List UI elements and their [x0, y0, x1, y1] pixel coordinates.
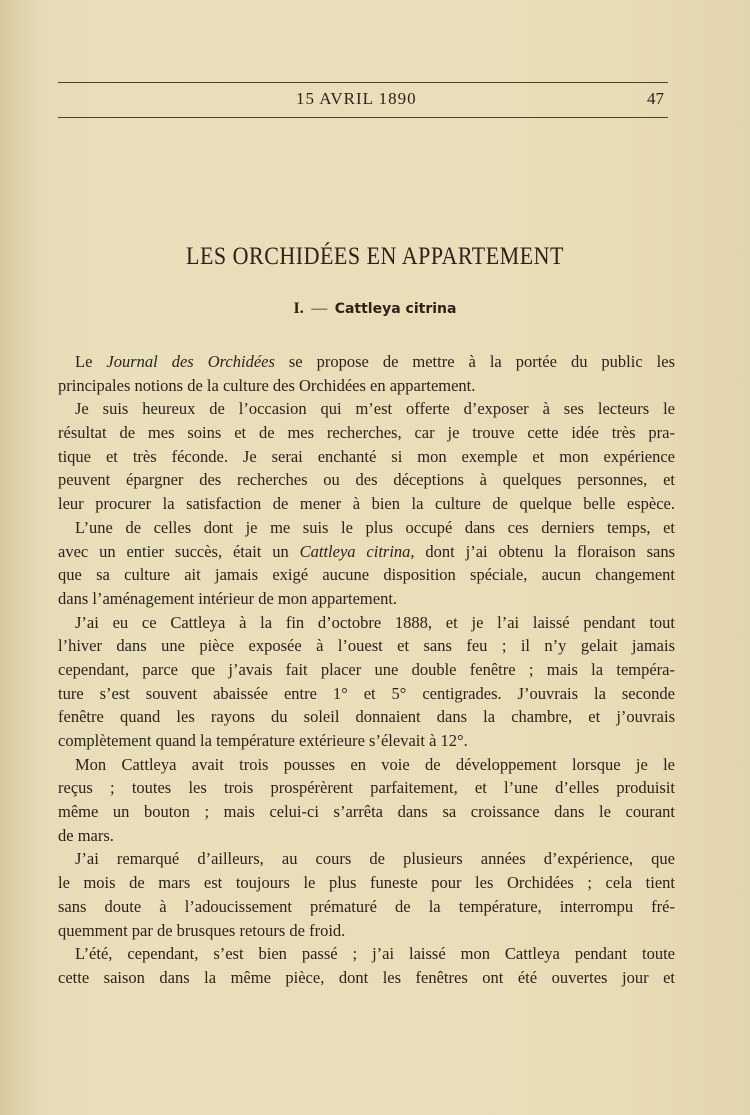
text-line: reçus ; toutes les trois prospérèrent parfaitement, et l’une d’elles produisit	[58, 778, 675, 798]
text-line: de mars.	[58, 825, 114, 845]
text-line: leur procurer la satisfaction de mener à bien la culture de quelque belle espèce.	[58, 494, 675, 514]
section-dash: —	[311, 300, 328, 317]
text-line: ture s’est souvent abaissée entre 1° et 5° centigrades. J’ouvrais la seconde	[58, 683, 675, 703]
text-line: L’une de celles dont je me suis le plus occupé dans ces derniers temps, et	[75, 517, 675, 537]
text-line: quemment par de brusques retours de froid.	[58, 920, 346, 940]
text-line: Le Journal des Orchidées se propose de mettre à la portée du public les	[75, 352, 675, 371]
header-bottom-rule	[58, 117, 668, 118]
text-line: dans l’aménagement intérieur de mon appartement.	[58, 588, 398, 608]
text-line: J’ai eu ce Cattleya à la fin d’octobre 1888, et je l’ai laissé pendant tout	[75, 612, 675, 632]
text-line: L’été, cependant, s’est bien passé ; j’ai laissé mon Cattleya pendant toute	[75, 944, 675, 964]
text-line: cependant, parce que j’avais fait placer une double fenêtre ; mais la tempéra-	[58, 659, 675, 679]
text-line: J’ai remarqué d’ailleurs, au cours de plusieurs années d’expérience, que	[75, 849, 675, 869]
text-line: résultat de mes soins et de mes recherches, car je trouve cette idée très pra-	[58, 423, 675, 443]
text-line: principales notions de la culture des Orchidées en appartement.	[58, 375, 476, 395]
text-line: même un bouton ; mais celui-ci s’arrêta dans sa croissance dans le courant	[58, 802, 675, 822]
text-line: l’hiver dans une pièce exposée à l’ouest et sans feu ; il n’y gelait jamais	[58, 636, 675, 656]
text-line: peuvent épargner des recherches ou des déceptions à quelques personnes, et	[58, 470, 675, 490]
section-title: Cattleya citrina	[334, 301, 457, 317]
text-line: sans doute à l’adoucissement prématuré de la température, interrompu fré-	[58, 896, 675, 916]
text-line: que sa culture ait jamais exigé aucune disposition spéciale, aucun changement	[58, 565, 675, 585]
header-date: 15 AVRIL 1890	[296, 89, 417, 108]
text-line: tique et très féconde. Je serai enchanté si mon exemple et mon expérience	[58, 446, 675, 466]
text-line: fenêtre quand les rayons du soleil donnaient dans la chambre, et j’ouvrais	[58, 707, 675, 727]
article-title: LES ORCHIDÉES EN APPARTEMENT	[186, 241, 564, 270]
text-line: Je suis heureux de l’occasion qui m’est offerte d’exposer à ses lecteurs le	[75, 399, 675, 419]
text-line: avec un entier succès, était un Cattleya citrina, dont j’ai obtenu la floraison sans	[58, 541, 675, 561]
text-line: cette saison dans la même pièce, dont les fenêtres ont été ouvertes jour et	[58, 967, 675, 987]
article-body	[58, 350, 675, 990]
section-number: I.	[293, 300, 304, 317]
text-line: le mois de mars est toujours le plus funeste pour les Orchidées ; cela tient	[58, 873, 675, 893]
header-top-rule	[58, 82, 668, 83]
section-heading	[0, 300, 750, 318]
text-line: complètement quand la température extérieure s’élevait à 12°.	[58, 731, 468, 750]
page-number: 47	[647, 89, 664, 108]
text-line: Mon Cattleya avait trois pousses en voie de développement lorsque je le	[75, 754, 675, 774]
